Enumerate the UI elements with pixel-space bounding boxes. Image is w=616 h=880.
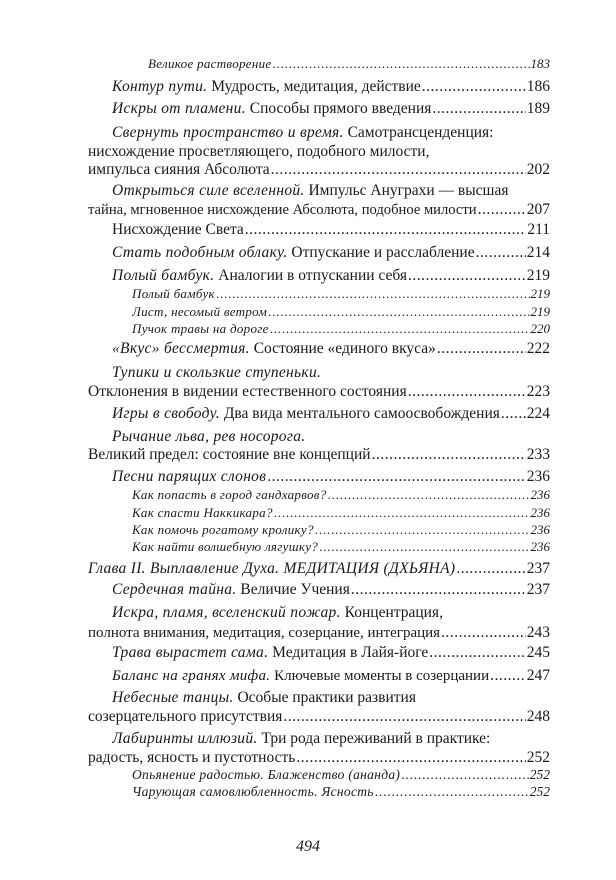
toc-entry [112,243,550,263]
dot-leader [429,643,525,663]
entry-page: 237 [526,581,550,598]
page-number: 494 [296,838,320,855]
entry-subtitle: импульса сияния Абсолюта [88,161,270,178]
entry-subtitle: Способы прямого введения [245,100,432,117]
dot-leader [375,782,529,802]
entry-title: Тупики и скользкие ступеньки. [112,364,322,381]
entry-title: Как помочь рогатому кролику? [132,522,314,537]
dot-leader [328,485,530,505]
entry-title: Лабиринты иллюзий. [112,730,258,747]
entry-page: 224 [526,405,550,422]
entry-subtitle: Три рода переживаний в практике: [257,730,491,747]
toc-entry [112,467,550,487]
dot-leader [432,99,525,119]
entry-page: 248 [526,708,550,725]
entry-subtitle: Отклонения в видении естественного состояния [88,383,407,400]
entry-page: 233 [526,446,550,463]
toc-entry [112,220,550,240]
toc-subentry [132,319,550,339]
dot-leader [476,243,526,263]
entry-subtitle: Концентрация, [340,604,443,621]
entry-subtitle: радость, ясность и пустотность [88,749,296,766]
entry-title: Свернуть пространство и время. [112,124,344,141]
dot-leader [441,623,526,643]
entry-page: 202 [526,161,550,178]
entry-title: Опьянение радостью. Блаженство (ананда) [132,767,401,782]
chapter-title: Глава II. Выплавление Духа. МЕДИТАЦИЯ (ДХЬЯНА) [88,560,456,577]
toc-entry [112,181,508,201]
entry-title: Рычание льва, рев носорога. [112,428,306,445]
entry-title: Чарующая самовлюбленность. Ясность [132,784,374,799]
entry-title: Лист, несомый ветром [132,304,268,319]
dot-leader [501,404,526,424]
entry-page: 186 [526,78,550,95]
entry-subtitle: Великий предел: состояние вне концепций [88,446,371,463]
entry-subtitle: Импульс Ануграхи — высшая [304,182,509,199]
entry-page: 252 [529,784,550,799]
toc-entry-continuation [88,445,550,465]
toc-entry-continuation [88,382,550,402]
entry-subtitle: Величие Учения [236,581,350,598]
toc-entry-continuation [88,142,429,162]
entry-subtitle: Мудрость, медитация, действие [207,78,421,95]
entry-page: 236 [530,539,550,554]
entry-title: Пучок травы на дороге [132,321,269,336]
entry-title: Стать подобным облаку. [112,244,288,261]
entry-subtitle: полнота внимания, медитация, созерцание, интеграция [88,625,441,641]
toc-entry [112,266,550,286]
entry-page: 236 [530,505,550,520]
dot-leader [351,580,526,600]
entry-page: 219 [526,267,550,284]
toc-entry [112,688,416,708]
entry-title: Как спасти Наккикара? [132,505,273,520]
entry-page: 236 [530,522,550,537]
entry-page: 236 [530,487,550,502]
dot-leader [271,160,526,180]
toc-entry-continuation [88,200,550,220]
toc-entry-continuation [88,707,550,727]
toc-entry [112,77,550,97]
dot-leader [267,467,525,487]
toc-entry [112,603,443,623]
entry-title: Как найти волшебную лягушку? [132,539,319,554]
entry-page: 252 [526,749,550,766]
entry-subtitle: Два вида ментального самоосвобождения [219,405,500,422]
toc-subentry [132,782,550,802]
entry-subtitle: Отпускание и расслабление [287,244,475,261]
dot-leader [372,445,526,465]
dot-leader [478,200,526,220]
entry-subtitle: Нисхождение Света [112,221,244,238]
toc-subentry [132,537,550,557]
dot-leader [216,284,530,304]
toc-entry-continuation [88,623,550,643]
entry-page: 189 [526,100,550,117]
entry-title: Баланс на гранях мифа. [112,668,271,684]
entry-title: Открыться силе вселенной. [112,182,305,199]
entry-title: Великое растворение [148,56,272,71]
toc-entry [112,99,550,119]
entry-page: 247 [526,667,550,684]
entry-page: 220 [530,321,550,336]
toc-entry [112,363,321,383]
entry-page: 214 [526,244,550,261]
dot-leader [270,319,530,339]
toc-entry [112,643,550,663]
entry-title: Сердечная тайна. [112,581,237,598]
entry-subtitle: Состояние «единого вкуса» [249,340,436,357]
entry-page: 219 [530,304,550,319]
entry-page: 219 [530,286,550,301]
entry-page: 252 [529,767,550,782]
entry-page: 183 [530,56,550,71]
entry-page: 243 [526,624,550,641]
entry-page: 245 [526,644,550,661]
entry-title: Полый бамбук [132,286,215,301]
entry-title: «Вкус» бессмертия. [112,340,250,357]
toc-entry [112,339,550,359]
dot-leader [408,266,526,286]
dot-leader [422,77,526,97]
dot-leader [245,220,527,240]
toc-entry [112,427,305,447]
toc-chapter-entry [88,559,550,579]
entry-title: Как попасть в город гандхарвов? [132,487,327,502]
entry-title: Небесные танцы. [112,689,234,706]
toc-entry [112,729,490,749]
entry-subtitle: созерцательного присутствия [88,708,283,725]
toc-entry [112,580,550,600]
entry-title: Игры в свободу. [112,405,220,422]
dot-leader [272,54,529,74]
entry-page: 223 [526,383,550,400]
entry-title: Трава вырастет сама. [112,644,269,661]
dot-leader [319,537,529,557]
entry-page: 207 [526,201,550,218]
entry-subtitle: нисхождение просветляющего, подобного милости, [88,143,430,160]
dot-leader [437,339,526,359]
entry-title: Контур пути. [112,78,208,95]
entry-subtitle: Особые практики развития [233,689,416,706]
toc-entry [112,404,550,424]
entry-page: 211 [527,221,550,238]
entry-page: 237 [526,560,550,577]
entry-subtitle: Ключевые моменты в созерцании [270,668,490,684]
entry-subtitle: Аналогии в отпускании себя [214,267,408,284]
toc-subentry [132,485,550,505]
toc-entry [148,54,550,74]
entry-page: 236 [526,468,550,485]
entry-title: Песни парящих слонов [112,468,267,485]
entry-subtitle: Медитация в Лайя-йоге [268,644,429,661]
dot-leader [490,666,526,686]
toc-entry [112,123,493,143]
entry-subtitle: Самотрансценденция: [343,124,494,141]
entry-title: Искра, пламя, вселенский пожар. [112,604,341,621]
toc-entry-continuation [88,160,550,180]
entry-title: Полый бамбук. [112,267,215,284]
toc-entry [112,666,550,686]
toc-subentry [132,284,550,304]
entry-title: Искры от пламени. [112,100,246,117]
entry-page: 222 [526,340,550,357]
entry-subtitle: тайна, мгновенное нисхождение Абсолюта, подобное милости [88,202,477,218]
dot-leader [283,707,525,727]
dot-leader [408,382,526,402]
dot-leader [456,559,525,579]
